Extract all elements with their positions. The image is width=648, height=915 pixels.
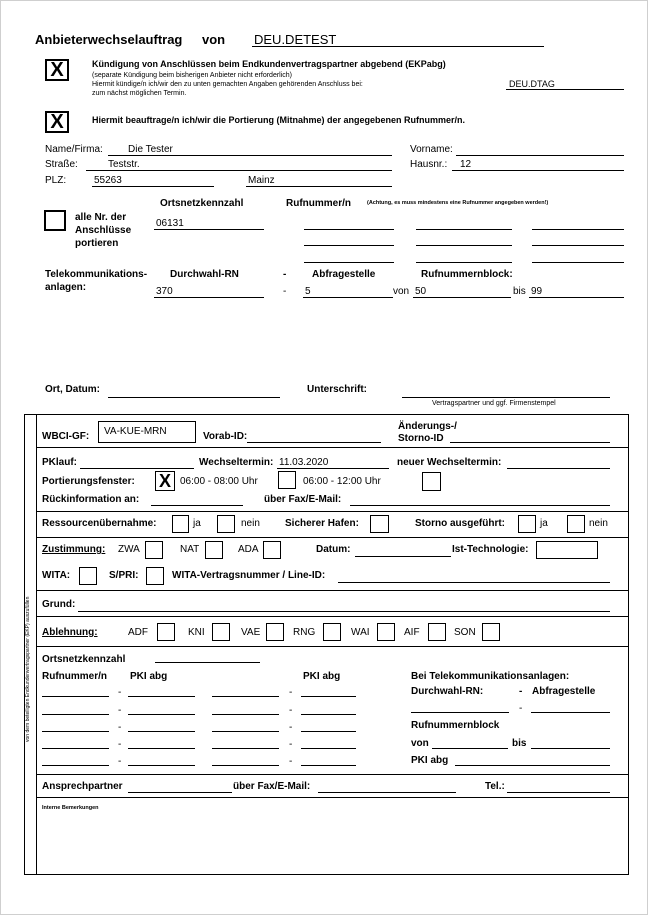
rn-row-1-c bbox=[212, 696, 279, 697]
all-numbers-label-1: alle Nr. der bbox=[75, 212, 127, 223]
ablehnung-label: Ablehnung: bbox=[42, 627, 98, 638]
strasse-line bbox=[86, 170, 392, 171]
neuer-wechseltermin-line bbox=[507, 468, 610, 469]
ansprech-line bbox=[128, 792, 232, 793]
rn-row-2-dash-2: - bbox=[289, 705, 293, 716]
aenderung-line bbox=[450, 442, 610, 443]
portierung-text: Hiermit beauftrage/n ich/wir die Portierung (Mitnahme) der angegebenen Rufnummer/n. bbox=[92, 115, 466, 125]
stamp-note: Vertragspartner und ggf. Firmenstempel bbox=[432, 400, 556, 407]
ablehnung-wai-label: WAI bbox=[351, 627, 370, 638]
tk-von-line bbox=[413, 297, 511, 298]
provider-line bbox=[506, 89, 624, 90]
name-value: Die Tester bbox=[128, 144, 173, 155]
ort-line bbox=[246, 186, 392, 187]
bei-tk-label: Bei Telekommunikationsanlagen: bbox=[411, 671, 570, 682]
rn-row-1-b bbox=[128, 696, 195, 697]
tk-block-label: Rufnummernblock: bbox=[421, 269, 513, 280]
rufnummer-label: Rufnummer/n bbox=[286, 198, 351, 209]
unterschrift-line bbox=[402, 397, 610, 398]
ort-datum-label: Ort, Datum: bbox=[45, 384, 100, 395]
name-line bbox=[108, 155, 392, 156]
tk-abfrage-value: 5 bbox=[305, 286, 311, 297]
rufnummer-line-1b bbox=[416, 229, 512, 230]
wita-label: WITA: bbox=[42, 570, 71, 581]
ablehnung-vae-checkbox[interactable] bbox=[266, 623, 284, 641]
rn-row-4-a bbox=[42, 748, 109, 749]
divider-3 bbox=[36, 537, 629, 538]
rufnummer-line-2b bbox=[416, 245, 512, 246]
wbci-value: VA-KUE-MRN bbox=[104, 426, 167, 437]
internal-pki-abg-label: PKI abg bbox=[411, 755, 449, 766]
divider-4 bbox=[36, 590, 629, 591]
ressourcen-ja-label: ja bbox=[193, 518, 201, 529]
ansprech-label: Ansprechpartner bbox=[42, 781, 123, 792]
ort-datum-line bbox=[108, 397, 280, 398]
divider-6 bbox=[36, 646, 629, 647]
rn-row-4-dash-2: - bbox=[289, 739, 293, 750]
internal-bis-line bbox=[531, 748, 610, 749]
internal-durchwahl-line bbox=[411, 712, 509, 713]
internal-side-divider bbox=[36, 414, 37, 875]
von-label: von bbox=[202, 32, 226, 47]
storno-label: Storno ausgeführt: bbox=[415, 518, 505, 529]
internal-pki-abg-line bbox=[455, 765, 610, 766]
pklauf-label: PKlauf: bbox=[42, 457, 77, 468]
tel-line bbox=[507, 792, 610, 793]
internal-durchwahl-dash: - bbox=[519, 703, 523, 714]
divider-7 bbox=[36, 774, 629, 775]
internal-pki-label-1: PKI abg bbox=[130, 671, 168, 682]
strasse-label: Straße: bbox=[45, 159, 78, 170]
rn-row-2-a bbox=[42, 714, 109, 715]
zustimmung-label: Zustimmung: bbox=[42, 544, 106, 555]
datum-label: Datum: bbox=[316, 544, 351, 555]
rufnummer-line-2a bbox=[304, 245, 394, 246]
datum-line bbox=[355, 556, 451, 557]
rufnummer-line-1a bbox=[304, 229, 394, 230]
fenster-1-label: 06:00 - 08:00 Uhr bbox=[180, 476, 258, 487]
grund-label: Grund: bbox=[42, 599, 76, 610]
rufnummer-line-3c bbox=[532, 262, 624, 263]
wechseltermin-line bbox=[277, 468, 389, 469]
internal-dash-label: - bbox=[519, 686, 523, 697]
internal-abfrage-label: Abfragestelle bbox=[532, 686, 596, 697]
ressourcen-ja-checkbox[interactable] bbox=[172, 515, 189, 533]
aenderung-label-1: Änderungs-/ bbox=[398, 421, 457, 432]
rn-row-3-a bbox=[42, 731, 109, 732]
storno-nein-label: nein bbox=[589, 518, 608, 529]
onkz-value: 06131 bbox=[156, 218, 184, 229]
ablehnung-adf-checkbox[interactable] bbox=[157, 623, 175, 641]
rn-row-2-dash-1: - bbox=[118, 705, 122, 716]
kuendigung-note-3: zum nächst möglichen Termin. bbox=[92, 90, 187, 97]
rufnummer-note: (Achtung, es muss mindestens eine Rufnummer angegeben werden!) bbox=[367, 200, 549, 206]
fax-label: über Fax/E-Mail: bbox=[264, 494, 342, 505]
wita-nr-line bbox=[338, 582, 610, 583]
rn-row-2-d bbox=[301, 714, 356, 715]
tk-label-2: anlagen: bbox=[45, 282, 87, 293]
name-label: Name/Firma: bbox=[45, 144, 103, 155]
neuer-wechseltermin-label: neuer Wechseltermin: bbox=[397, 457, 502, 468]
ablehnung-adf-label: ADF bbox=[128, 627, 148, 638]
carrier-line bbox=[252, 46, 544, 47]
internal-durchwahl-label: Durchwahl-RN: bbox=[411, 686, 484, 697]
storno-nein-checkbox[interactable] bbox=[567, 515, 585, 533]
hafen-label: Sicherer Hafen: bbox=[285, 518, 359, 529]
nat-checkbox[interactable] bbox=[205, 541, 223, 559]
wita-checkbox[interactable] bbox=[79, 567, 97, 585]
vorname-label: Vorname: bbox=[410, 144, 453, 155]
tk-bis-value: 99 bbox=[531, 286, 543, 297]
wbci-label: WBCI-GF: bbox=[42, 431, 90, 442]
rufnummer-line-3b bbox=[416, 262, 512, 263]
kuendigung-note-2: Hiermit kündige/n ich/wir den zu unten gemachten Angaben gehörenden Anschluss bei: bbox=[92, 81, 363, 88]
nat-label: NAT bbox=[180, 544, 200, 555]
internal-onkz-line bbox=[155, 662, 260, 663]
ressourcen-label: Ressourcenübernahme: bbox=[42, 518, 157, 529]
divider-2 bbox=[36, 511, 629, 512]
tk-dash-label: - bbox=[283, 269, 287, 280]
tel-label: Tel.: bbox=[485, 781, 505, 792]
internal-bis-label: bis bbox=[512, 738, 527, 749]
rueckinfo-label: Rückinformation an: bbox=[42, 494, 140, 505]
ist-technologie-label: Ist-Technologie: bbox=[452, 544, 529, 555]
all-numbers-label-3: portieren bbox=[75, 238, 119, 249]
rn-row-5-dash-1: - bbox=[118, 756, 122, 767]
remarks-label: Interne Bemerkungen bbox=[42, 805, 99, 811]
ablehnung-rng-label: RNG bbox=[293, 627, 316, 638]
pklauf-line bbox=[80, 468, 194, 469]
plz-label: PLZ: bbox=[45, 175, 67, 186]
internal-von-line bbox=[432, 748, 508, 749]
ablehnung-kni-label: KNI bbox=[188, 627, 205, 638]
wita-nr-label: WITA-Vertragsnummer / Line-ID: bbox=[172, 570, 326, 581]
vorab-label: Vorab-ID: bbox=[203, 431, 248, 442]
divider-8 bbox=[36, 797, 629, 798]
rn-row-2-c bbox=[212, 714, 279, 715]
form-title: Anbieterwechselauftrag bbox=[35, 32, 183, 47]
aenderung-label-2: Storno-ID bbox=[398, 433, 444, 444]
ort-value: Mainz bbox=[248, 175, 275, 186]
rn-row-3-d bbox=[301, 731, 356, 732]
ablehnung-aif-label: AIF bbox=[404, 627, 420, 638]
storno-ja-label: ja bbox=[540, 518, 548, 529]
divider-5 bbox=[36, 616, 629, 617]
kuendigung-note-1: (separate Kündigung beim bisherigen Anbieter nicht erforderlich) bbox=[92, 72, 293, 79]
ablehnung-son-checkbox[interactable] bbox=[482, 623, 500, 641]
carrier-name: DEU.DETEST bbox=[254, 32, 337, 47]
vorab-line bbox=[247, 442, 381, 443]
rn-row-3-dash-2: - bbox=[289, 722, 293, 733]
fenster-2-checkbox[interactable] bbox=[278, 471, 296, 489]
previous-provider: DEU.DTAG bbox=[509, 79, 555, 89]
kuendigung-checkbox[interactable]: X bbox=[45, 59, 69, 81]
internal-rufnummer-label: Rufnummer/n bbox=[42, 671, 107, 682]
rn-row-3-dash-1: - bbox=[118, 722, 122, 733]
tk-durchwahl-value: 370 bbox=[156, 286, 173, 297]
unterschrift-label: Unterschrift: bbox=[307, 384, 368, 395]
rn-row-1-a bbox=[42, 696, 109, 697]
rn-row-1-dash-1: - bbox=[118, 687, 122, 698]
ansprech-fax-line bbox=[318, 792, 456, 793]
tk-label-1: Telekommunikations- bbox=[45, 269, 148, 280]
ist-technologie-box[interactable] bbox=[536, 541, 598, 559]
fenster-2-label: 06:00 - 12:00 Uhr bbox=[303, 476, 381, 487]
rufnummer-line-1c bbox=[532, 229, 624, 230]
all-numbers-label-2: Anschlüsse bbox=[75, 225, 132, 236]
rn-row-1-dash-2: - bbox=[289, 687, 293, 698]
tk-abfrage-label: Abfragestelle bbox=[312, 269, 376, 280]
kuendigung-title: Kündigung von Anschlüssen beim Endkundenvertragspartner abgebend (EKPabg) bbox=[92, 59, 446, 69]
storno-ja-checkbox[interactable] bbox=[518, 515, 536, 533]
rn-row-5-a bbox=[42, 765, 109, 766]
ablehnung-kni-checkbox[interactable] bbox=[212, 623, 230, 641]
onkz-line bbox=[154, 229, 264, 230]
hausnr-value: 12 bbox=[460, 159, 472, 170]
rn-row-5-c bbox=[212, 765, 279, 766]
rufnummer-line-3a bbox=[304, 262, 394, 263]
tk-bis-line bbox=[529, 297, 624, 298]
ada-label: ADA bbox=[238, 544, 259, 555]
hausnr-line bbox=[452, 170, 624, 171]
wechseltermin-label: Wechseltermin: bbox=[199, 457, 274, 468]
ada-checkbox[interactable] bbox=[263, 541, 281, 559]
internal-pki-label-2: PKI abg bbox=[303, 671, 341, 682]
wechseltermin-value: 11.03.2020 bbox=[279, 457, 329, 468]
zwa-label: ZWA bbox=[118, 544, 140, 555]
zwa-checkbox[interactable] bbox=[145, 541, 163, 559]
rufnummer-line-2c bbox=[532, 245, 624, 246]
onkz-label: Ortsnetzkennzahl bbox=[160, 198, 244, 209]
internal-block-label: Rufnummernblock bbox=[411, 720, 500, 731]
internal-abfrage-line bbox=[531, 712, 610, 713]
fenster-3-checkbox[interactable] bbox=[422, 472, 441, 491]
internal-onkz-label: Ortsnetzkennzahl bbox=[42, 654, 126, 665]
ablehnung-vae-label: VAE bbox=[241, 627, 261, 638]
rn-row-4-dash-1: - bbox=[118, 739, 122, 750]
fax-line bbox=[350, 505, 610, 506]
plz-line bbox=[92, 186, 214, 187]
portierungsfenster-label: Portierungsfenster: bbox=[42, 476, 135, 487]
rn-row-5-b bbox=[128, 765, 195, 766]
tk-abfrage-line bbox=[303, 297, 393, 298]
ablehnung-wai-checkbox[interactable] bbox=[377, 623, 395, 641]
hausnr-label: Hausnr.: bbox=[410, 159, 448, 170]
tk-von-value: 50 bbox=[415, 286, 427, 297]
rn-row-4-d bbox=[301, 748, 356, 749]
tk-durchwahl-label: Durchwahl-RN bbox=[170, 269, 239, 280]
rueckinfo-line bbox=[151, 505, 243, 506]
internal-side-note: von dem beteiligten Endkundenvertragspartner (EKP) auszufüllen bbox=[25, 596, 31, 742]
rn-row-5-dash-2: - bbox=[289, 756, 293, 767]
rn-row-5-d bbox=[301, 765, 356, 766]
divider-1 bbox=[36, 447, 629, 448]
grund-line bbox=[78, 611, 610, 612]
internal-von-label: von bbox=[411, 738, 429, 749]
ablehnung-son-label: SON bbox=[454, 627, 476, 638]
spri-checkbox[interactable] bbox=[146, 567, 164, 585]
vorname-line bbox=[456, 155, 624, 156]
ressourcen-nein-checkbox[interactable] bbox=[217, 515, 235, 533]
tk-durchwahl-line bbox=[154, 297, 264, 298]
tk-von-label: von bbox=[393, 286, 410, 297]
rn-row-2-b bbox=[128, 714, 195, 715]
ressourcen-nein-label: nein bbox=[241, 518, 260, 529]
remarks-area[interactable] bbox=[38, 814, 626, 872]
fenster-1-checkbox[interactable]: X bbox=[155, 471, 175, 491]
all-numbers-checkbox[interactable] bbox=[44, 210, 66, 231]
ansprech-fax-label: über Fax/E-Mail: bbox=[233, 781, 311, 792]
tk-bis-label: bis bbox=[513, 286, 526, 297]
strasse-value: Teststr. bbox=[108, 159, 140, 170]
ablehnung-aif-checkbox[interactable] bbox=[428, 623, 446, 641]
plz-value: 55263 bbox=[94, 175, 122, 186]
rn-row-1-d bbox=[301, 696, 356, 697]
rn-row-3-c bbox=[212, 731, 279, 732]
hafen-checkbox[interactable] bbox=[370, 515, 389, 533]
rn-row-4-c bbox=[212, 748, 279, 749]
spri-label: S/PRI: bbox=[109, 570, 139, 581]
rn-row-3-b bbox=[128, 731, 195, 732]
tk-dash-value: - bbox=[283, 286, 287, 297]
rn-row-4-b bbox=[128, 748, 195, 749]
portierung-checkbox[interactable]: X bbox=[45, 111, 69, 133]
ablehnung-rng-checkbox[interactable] bbox=[323, 623, 341, 641]
